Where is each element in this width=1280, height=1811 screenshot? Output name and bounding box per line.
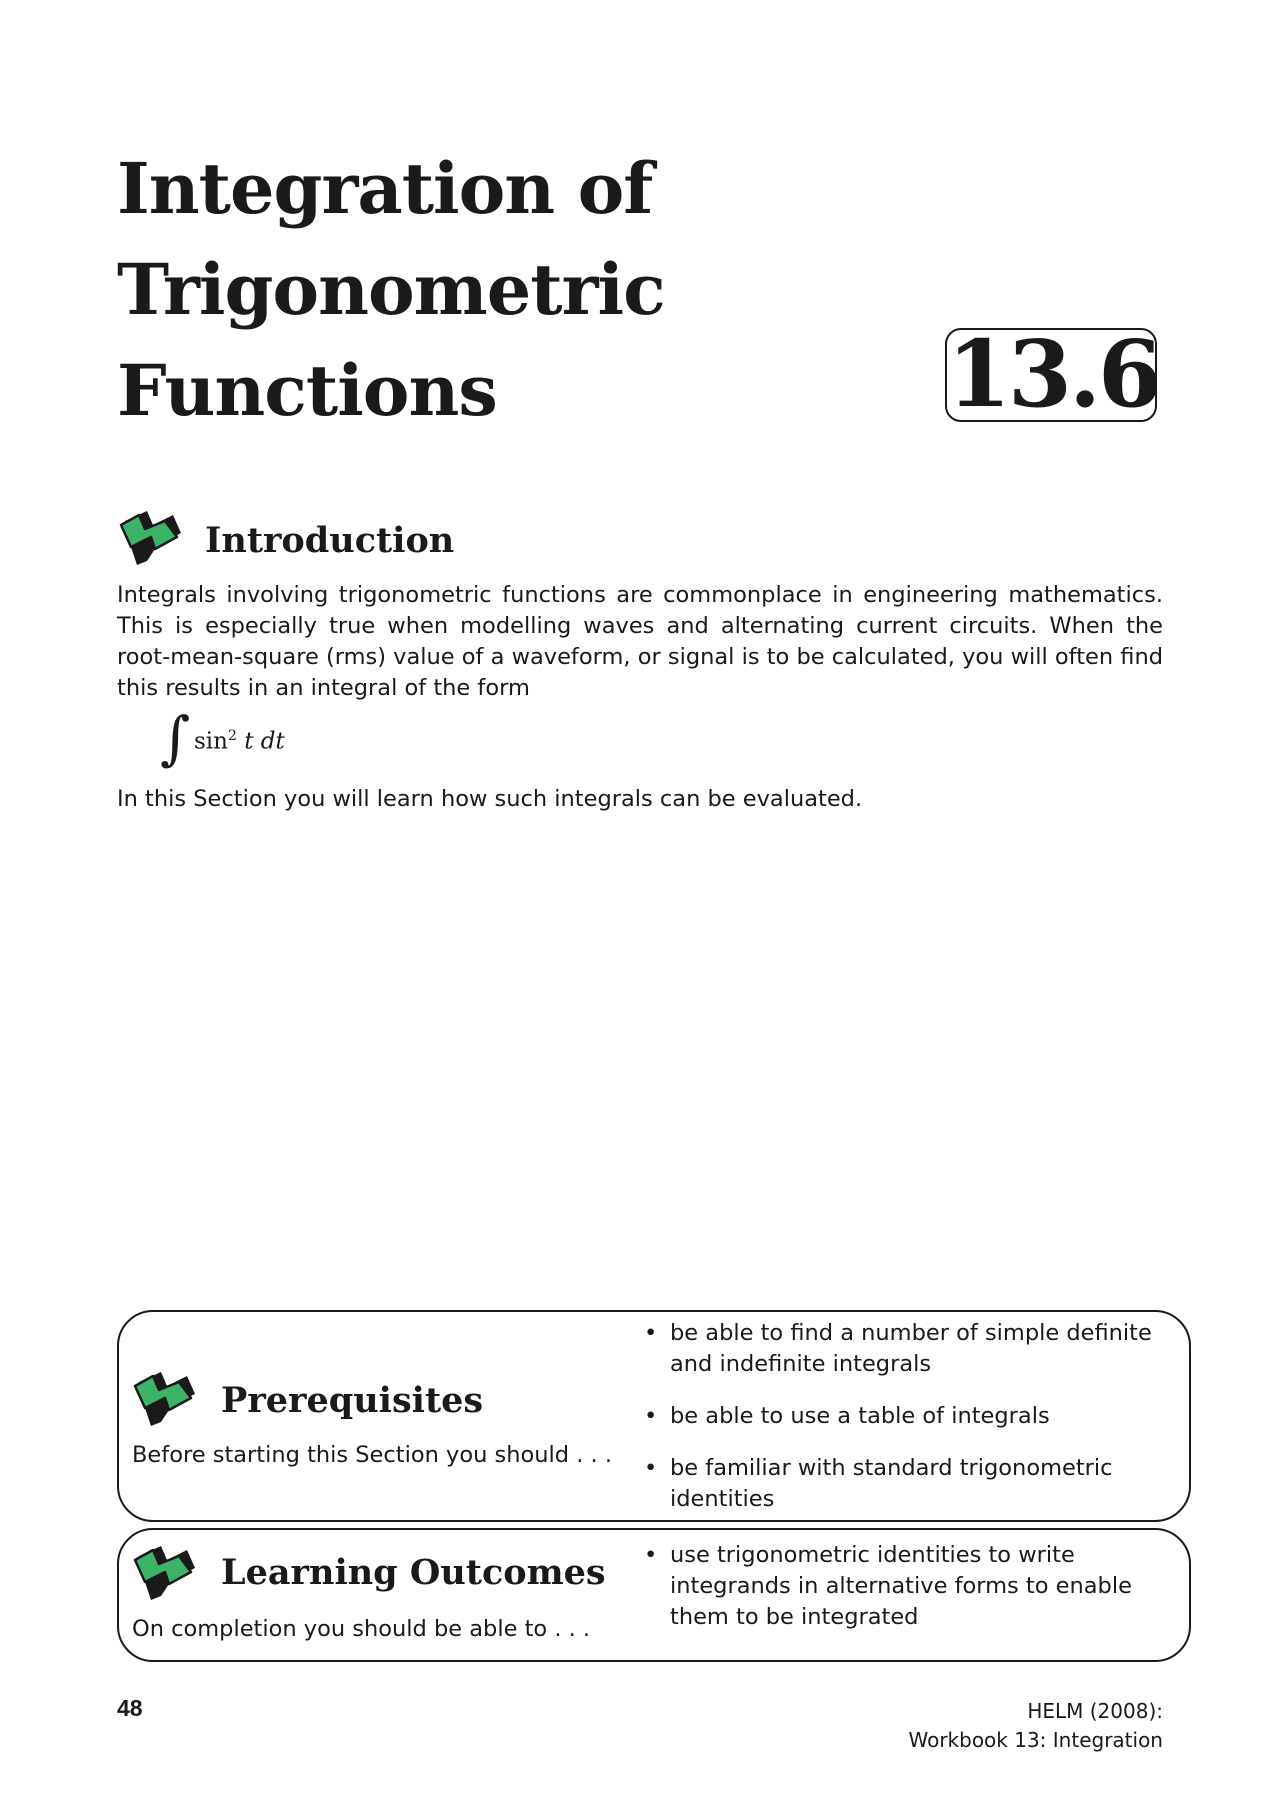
section-number-badge: 13.6: [947, 320, 1160, 428]
green-arrow-icon: [117, 503, 183, 569]
list-item: • be familiar with standard trigonometric identities: [644, 1453, 1164, 1515]
list-item: • use trigonometric identities to write integrands in alternative forms to enable them to be integrated: [644, 1540, 1164, 1633]
workbook-reference-line-1: HELM (2008):: [1027, 1699, 1163, 1723]
green-arrow-icon: [131, 1538, 197, 1604]
page-number: 48: [117, 1695, 143, 1721]
list-item: • be able to find a number of simple definite and indefinite integrals: [644, 1318, 1164, 1380]
title-line-1: Integration of: [117, 147, 653, 230]
learning-outcomes-list: [644, 1540, 1164, 1633]
integral-variable: t dt: [244, 728, 285, 755]
title-line-2: Trigonometric: [117, 248, 665, 331]
introduction-heading: Introduction: [205, 520, 455, 561]
prerequisites-heading: Prerequisites: [221, 1380, 484, 1421]
prerequisites-box: [117, 1310, 1191, 1522]
green-arrow-icon: [131, 1364, 197, 1430]
learning-outcomes-box: [117, 1528, 1191, 1662]
learning-outcomes-heading: Learning Outcomes: [221, 1552, 606, 1593]
workbook-reference-line-2: Workbook 13: Integration: [908, 1728, 1163, 1752]
prerequisites-list: [644, 1318, 1164, 1515]
integral-sign: ∫: [160, 704, 191, 772]
title-line-3: Functions: [117, 349, 497, 432]
page-title: [117, 138, 817, 441]
prerequisites-subtext: Before starting this Section you should . . .: [132, 1442, 612, 1468]
workbook-reference: [908, 1697, 1163, 1755]
introduction-closing: In this Section you will learn how such integrals can be evaluated.: [117, 786, 863, 812]
learning-outcomes-subtext: On completion you should be able to . . .: [132, 1616, 591, 1642]
integral-exponent: 2: [227, 728, 237, 744]
list-item: • be able to use a table of integrals: [644, 1401, 1164, 1432]
introduction-paragraph: Integrals involving trigonometric functions are commonplace in engineering mathematics. This is especially true when modelling waves and alternating current circuits. When the root-mean-square (rms) value of a waveform, or signal is to be calculated, you will often find this results in an integral of the form: [117, 582, 1163, 701]
integral-expression: [194, 728, 285, 755]
integral-function: sin: [194, 728, 228, 755]
